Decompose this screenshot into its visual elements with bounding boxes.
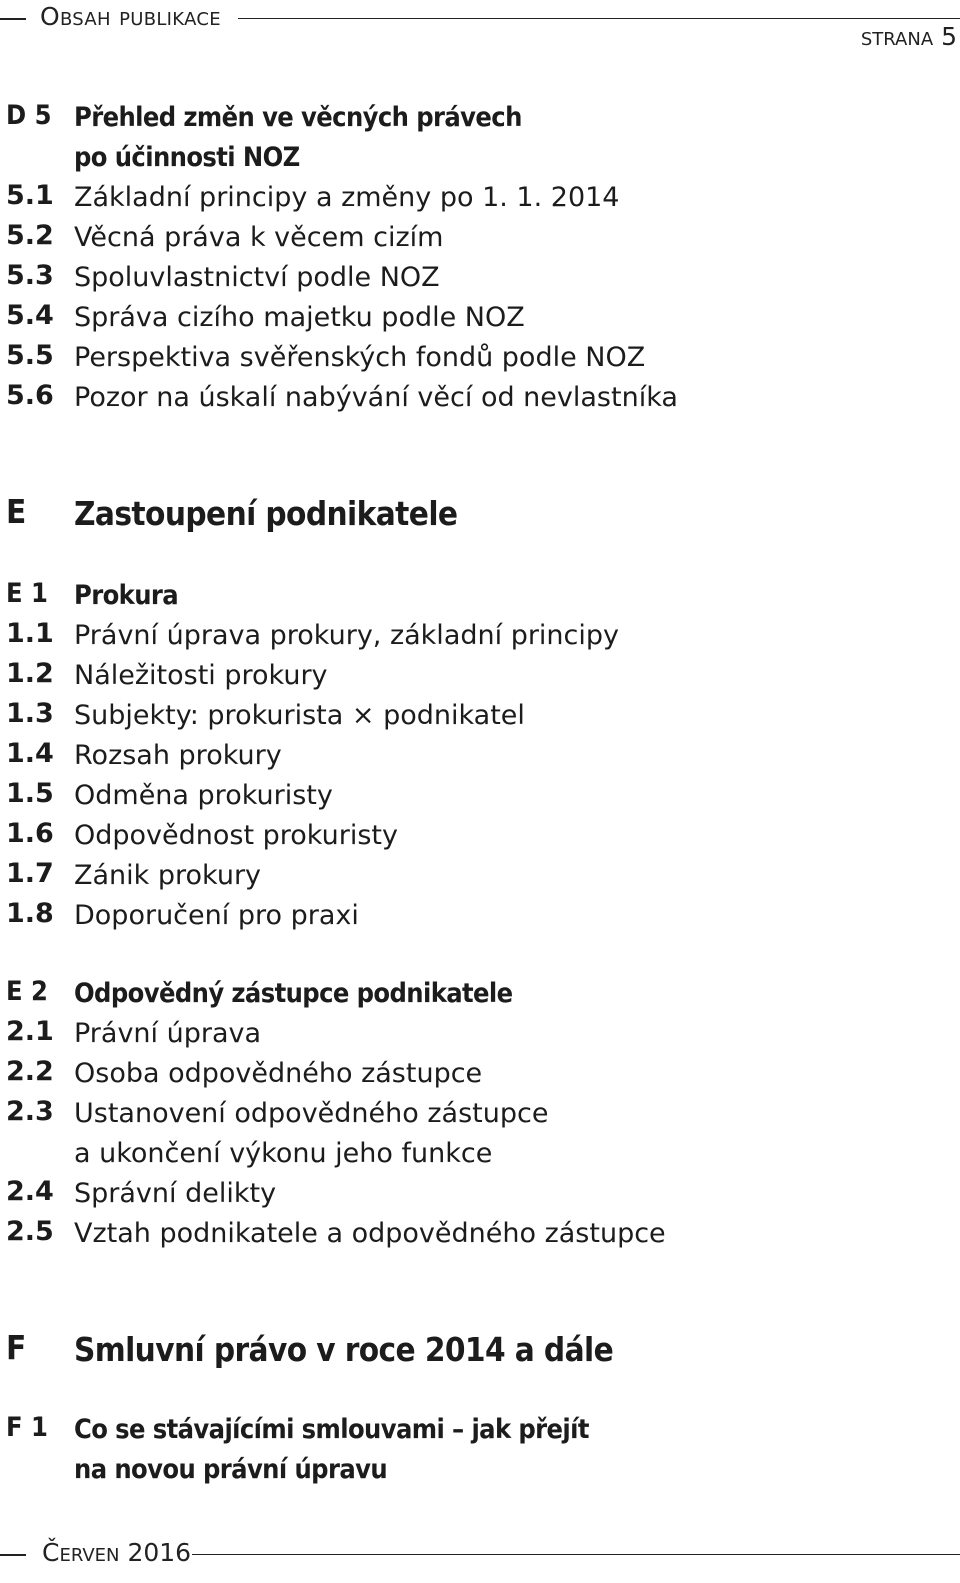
toc-heading-number: E 1 — [6, 578, 48, 609]
toc-item-text: Právní úprava — [74, 1018, 262, 1049]
toc-item-text: Odpovědnost prokuristy — [74, 820, 398, 851]
toc-item-text: Zánik prokury — [74, 860, 262, 891]
header-title: Obsah publikace — [40, 2, 221, 31]
toc-item-text: Náležitosti prokury — [74, 660, 328, 691]
footer-date: Červen 2016 — [42, 1538, 192, 1567]
toc-item-text: Odměna prokuristy — [74, 780, 333, 811]
toc-part-title: Zastoupení podnikatele — [74, 494, 458, 533]
toc-item-number: 2.5 — [6, 1216, 54, 1247]
toc-item-number: 5.3 — [6, 260, 54, 291]
toc-item-number: 2.1 — [6, 1016, 54, 1047]
toc-item-text: Perspektiva svěřenských fondů podle NOZ — [74, 342, 646, 373]
toc-item-text: Vztah podnikatele a odpovědného zástupce — [74, 1218, 666, 1249]
toc-heading-title: Přehled změn ve věcných právech — [74, 102, 522, 133]
toc-heading-title-cont: po účinnosti NOZ — [74, 142, 300, 173]
toc-item-number: 1.2 — [6, 658, 54, 689]
toc-item-number: 5.5 — [6, 340, 54, 371]
page-number: strana 5 — [860, 22, 957, 51]
toc-item-number: 1.5 — [6, 778, 54, 809]
toc-item-text: Základní principy a změny po 1. 1. 2014 — [74, 182, 620, 213]
toc-heading-number: D 5 — [6, 100, 52, 131]
footer-rule-right — [192, 1554, 960, 1555]
toc-item-number: 1.4 — [6, 738, 54, 769]
toc-item-text: Věcná práva k věcem cizím — [74, 222, 444, 253]
toc-item-number: 2.3 — [6, 1096, 54, 1127]
toc-heading-title: Co se stávajícími smlouvami – jak přejít — [74, 1414, 589, 1445]
toc-item-text: Ustanovení odpovědného zástupce — [74, 1098, 549, 1129]
toc-part-letter: F — [6, 1328, 27, 1367]
toc-item-text: Rozsah prokury — [74, 740, 282, 771]
footer-rule-left — [0, 1554, 26, 1556]
toc-item-text: Právní úprava prokury, základní principy — [74, 620, 620, 651]
toc-heading-title-cont: na novou právní úpravu — [74, 1454, 388, 1485]
toc-heading-title: Prokura — [74, 580, 179, 611]
toc-item-text: Osoba odpovědného zástupce — [74, 1058, 483, 1089]
toc-heading-number: E 2 — [6, 976, 48, 1007]
toc-item-text: Správa cizího majetku podle NOZ — [74, 302, 525, 333]
toc-heading-title: Odpovědný zástupce podnikatele — [74, 978, 513, 1009]
toc-item-number: 2.2 — [6, 1056, 54, 1087]
toc-item-text: Pozor na úskalí nabývání věcí od nevlastníka — [74, 382, 678, 413]
toc-item-text-cont: a ukončení výkonu jeho funkce — [74, 1138, 493, 1169]
toc-item-number: 5.1 — [6, 180, 54, 211]
toc-item-number: 5.4 — [6, 300, 54, 331]
toc-item-number: 1.3 — [6, 698, 54, 729]
toc-item-text: Subjekty: prokurista × podnikatel — [74, 700, 525, 731]
toc-item-number: 1.8 — [6, 898, 54, 929]
toc-item-number: 1.7 — [6, 858, 54, 889]
toc-part-title: Smluvní právo v roce 2014 a dále — [74, 1330, 614, 1369]
toc-part-letter: E — [6, 492, 27, 531]
toc-item-number: 1.1 — [6, 618, 54, 649]
header-rule-left — [0, 18, 26, 20]
toc-item-number: 5.6 — [6, 380, 54, 411]
toc-heading-number: F 1 — [6, 1412, 48, 1443]
toc-item-text: Doporučení pro praxi — [74, 900, 359, 931]
toc-item-number: 2.4 — [6, 1176, 54, 1207]
toc-item-number: 1.6 — [6, 818, 54, 849]
toc-item-text: Správní delikty — [74, 1178, 277, 1209]
header-rule-right — [238, 18, 960, 19]
toc-item-text: Spoluvlastnictví podle NOZ — [74, 262, 440, 293]
toc-item-number: 5.2 — [6, 220, 54, 251]
